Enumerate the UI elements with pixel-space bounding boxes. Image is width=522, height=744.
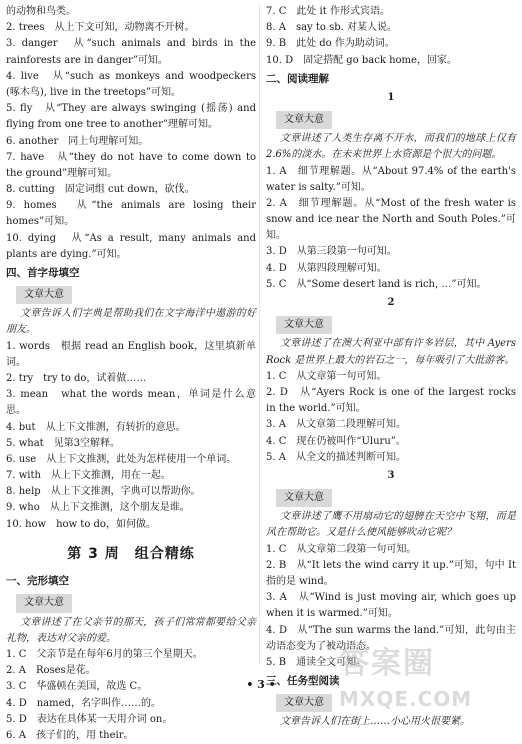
answer-line: 4. D 从“The sun warms the land.”可知，此句由主动语态变为了被动语态。	[266, 624, 516, 652]
answer-line: 5. fly 从“They are always swinging (摇荡) and flying from one tree to another”理解可知。	[6, 103, 256, 131]
answer-line: 6. another 同上句理解可知。	[6, 135, 149, 147]
answer-line: 2. A 细节理解题。从“Most of the fresh water is snow and ice near the North and South Poles.”可知。	[266, 197, 516, 242]
answer-line: 1. A 细节理解题。从“About 97.4% of the earth's water is salty.”可知。	[266, 165, 516, 193]
answer-line: 1. C 从文章第二段第一句可知。	[266, 543, 417, 555]
passage-summary: 文章告诉人们在街上……小心用火很要紧。	[280, 716, 470, 728]
right-column	[266, 4, 516, 731]
answer-line: 2. try try to do，试着做……	[6, 372, 147, 384]
answer-line: 9. homes 从“the animals are losing their homes”可知。	[6, 200, 256, 228]
answer-line: 4. live 从“such as monkeys and woodpeckers (啄木鸟), live in the treetops”可知。	[6, 70, 256, 98]
answer-line: 7. with 从上下文推测，用在一起。	[6, 470, 171, 482]
answer-line: 10. dying 从“As a result, many animals and plants are dying.”可知。	[6, 232, 256, 260]
answer-line: 4. D 从第四段理解可知。	[266, 262, 387, 274]
week-title: 第 3 周 组合精练	[67, 545, 195, 562]
answer-line: 8. A say to sb. 对某人说。	[266, 22, 397, 34]
passage-summary: 文章讲述了在父亲节的那天，孩子们常常都要给父亲礼物，表达对父亲的爱。	[6, 616, 256, 644]
answer-line: 3. A 从“Wind is just moving air, which goes up when it is warmed.”可知。	[266, 592, 516, 620]
answer-line: 5. A 从全文的描述判断可知。	[266, 451, 406, 463]
answer-line: 6. use 从上下文推测，此处为怎样使用一个单词。	[6, 453, 237, 465]
passage-number: 2	[387, 297, 395, 308]
passage-number: 1	[387, 91, 395, 103]
answer-line: 9. who 从上下文推测，这个朋友是谁。	[6, 502, 190, 514]
answer-line: 5. D 表达在具体某一天用介词 on。	[6, 713, 173, 725]
answer-line: 3. danger 从“such animals and birds in the rainforests are in danger”可知。	[6, 38, 256, 66]
answer-line: 5. what 见第3空解释。	[6, 437, 121, 449]
answer-line: 1. words 根据 read an English book，这里填新单词。	[6, 340, 256, 368]
summary-tag: 文章大意	[276, 694, 332, 712]
answer-line: 3. A 从文章第二段理解可知。	[266, 419, 406, 431]
answer-line: 9. B 此处 do 作为助动词。	[266, 38, 395, 50]
section-heading: 二、阅读理解	[266, 72, 329, 85]
section-heading: 一、完形填空	[6, 575, 69, 588]
watermark-url: MXQE.COM	[339, 686, 473, 711]
section-heading: 四、首字母填空	[6, 267, 80, 279]
left-column	[6, 4, 256, 744]
answer-line: 5. B 通读全文可知。	[266, 656, 367, 668]
page-number: • 3 •	[246, 678, 276, 691]
column-divider	[259, 4, 260, 664]
summary-tag: 文章大意	[276, 489, 332, 507]
answer-line: 2. trees 从上下文可知，动物离不开树。	[6, 22, 195, 34]
passage-summary: 文章告诉人们字典是帮助我们在文字海洋中遨游的好朋友。	[6, 308, 256, 336]
summary-tag: 文章大意	[16, 286, 72, 304]
answer-line: 5. C 从“Some desert land is rich, …”可知。	[266, 278, 487, 290]
passage-summary: 文章讲述了人类生存离不开水，而我们的地球上仅有2.6%的淡水。在未来世界上水资源是个很大的问题。	[266, 133, 516, 161]
answer-line: 3. mean what the words mean，单词是什么意思。	[6, 389, 256, 417]
answer-line: 1. C 从文章第一句可知。	[266, 370, 387, 382]
answer-line: 的动物和鸟类。	[6, 6, 76, 17]
answer-line: 8. cutting 固定词组 cut down，砍伐。	[6, 184, 195, 196]
summary-tag: 文章大意	[276, 316, 332, 334]
passage-summary: 文章讲述了鹰不用扇动它的翅膀在天空中飞翔，而是风在帮助它。又是什么使风能够吹动它呢？	[266, 511, 516, 539]
answer-line: 4. but 从上下文推测，有转折的意思。	[6, 421, 186, 433]
answer-line: 4. D named，名字叫作……的。	[6, 697, 161, 709]
answer-line: 10. how how to do，如何做。	[6, 518, 156, 530]
summary-tag: 文章大意	[16, 594, 72, 612]
answer-line: 2. B 从“It lets the wind carry it up.”可知，句中 It 指的是 wind。	[266, 559, 516, 587]
summary-tag: 文章大意	[276, 111, 332, 129]
answer-line: 8. help 从上下文推测，字典可以帮助你。	[6, 486, 201, 498]
answer-line: 3. C 华盛顿在美国，故选 C。	[6, 681, 148, 693]
answer-line: 7. C 此处 it 作形式宾语。	[266, 6, 390, 17]
answer-line: 3. D 从第三段第一句可知。	[266, 246, 397, 258]
answer-line: 6. A 孩子们的，用 their。	[6, 729, 134, 741]
answer-line: 10. D 固定搭配 go back home，回家。	[266, 54, 457, 66]
section-heading: 三、任务型阅读	[266, 675, 340, 688]
answer-line: 4. C 现在仍被叫作“Uluru”。	[266, 435, 406, 447]
passage-summary: 文章讲述了在澳大利亚中部有许多岩层，其中 Ayers Rock 是世界上最大的岩石之一，每年吸引了大批游客。	[266, 338, 516, 366]
answer-line: 7. have 从“they do not have to come down to the ground”理解可知。	[6, 151, 256, 179]
answer-line: 1. C 父亲节是在每年6月的第三个星期天。	[6, 649, 203, 661]
answer-line: 2. A Roses是花。	[6, 665, 96, 677]
answer-line: 2. D 从“Ayers Rock is one of the largest rocks in the world.”可知。	[266, 386, 516, 415]
watermark-title: 答案圈	[339, 646, 435, 681]
passage-number: 3	[387, 469, 395, 481]
